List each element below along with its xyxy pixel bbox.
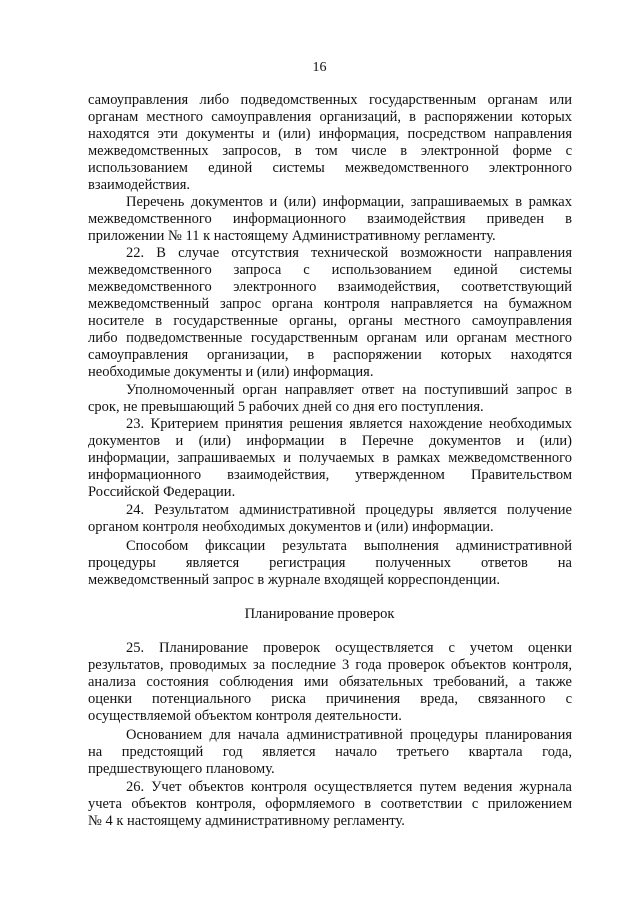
text-line: Уполномоченный орган направляет ответ на поступивший запрос в [126,382,572,398]
text-line: № 4 к настоящему административному регламенту. [88,813,405,829]
section-heading: Планирование проверок [244,606,395,622]
text-line: носителе в государственные органы, органы местного самоуправления [88,313,572,329]
text-line: органам местного самоуправления организаций, в распоряжении которых [88,109,572,125]
text-line: информационного взаимодействия, утвержденном Правительством [88,467,572,483]
text-line: осуществляемой объектом контроля деятельности. [88,708,402,724]
text-line: Способом фиксации результата выполнения административной [126,538,572,554]
text-line: либо подведомственные государственным органам или органам местного [88,330,572,346]
text-line: процедуры является регистрация полученных ответов на [88,555,572,571]
text-line: 22. В случае отсутствия технической возможности направления [126,245,572,261]
text-line: межведомственного электронного взаимодействия, соответствующий [88,279,572,295]
text-line: документов и (или) информации в Перечне документов и (или) [88,433,572,449]
text-line: находятся эти документы и (или) информация, посредством направления [88,126,572,142]
text-line: предшествующего плановому. [88,761,275,777]
text-line: самоуправления организации, в распоряжении которых находятся [88,347,572,363]
text-line: необходимые документы и (или) информация. [88,364,374,380]
text-line: приложении № 11 к настоящему Административному регламенту. [88,228,496,244]
text-line: 25. Планирование проверок осуществляется с учетом оценки [126,640,572,656]
text-line: учета объектов контроля, оформляемого в соответствии с приложением [88,796,572,812]
text-line: 23. Критерием принятия решения является нахождение необходимых [126,416,572,432]
text-line: анализа состояния соблюдения ими обязательных требований, а также [88,674,572,690]
text-line: на предстоящий год является начало третьего квартала года, [88,744,572,760]
text-line: органом контроля необходимых документов и (или) информации. [88,519,494,535]
text-line: Основанием для начала административной процедуры планирования [126,727,572,743]
text-line: Перечень документов и (или) информации, запрашиваемых в рамках [126,194,572,210]
text-line: 26. Учет объектов контроля осуществляется путем ведения журнала [126,779,572,795]
text-line: межведомственный запрос в журнале входящей корреспонденции. [88,572,500,588]
text-line: межведомственный запрос органа контроля направляется на бумажном [88,296,572,312]
text-line: самоуправления либо подведомственных государственным органам или [88,92,572,108]
text-line: информации, запрашиваемых и получаемых в рамках межведомственного [88,450,572,466]
text-line: взаимодействия. [88,177,191,193]
text-line: использованием единой системы межведомственного электронного [88,160,572,176]
text-line: 24. Результатом административной процедуры является получение [126,502,572,518]
text-line: межведомственного запроса с использованием единой системы [88,262,572,278]
text-line: оценки потенциального риска причинения вреда, связанного с [88,691,572,707]
text-line: срок, не превышающий 5 рабочих дней со дня его поступления. [88,399,484,415]
text-line: межведомственных запросов, в том числе в электронной форме с [88,143,572,159]
text-line: результатов, проводимых за последние 3 года проверок объектов контроля, [88,657,572,673]
page-number: 16 [312,60,327,75]
text-line: межведомственного информационного взаимодействия приведен в [88,211,572,227]
text-line: Российской Федерации. [88,484,236,500]
